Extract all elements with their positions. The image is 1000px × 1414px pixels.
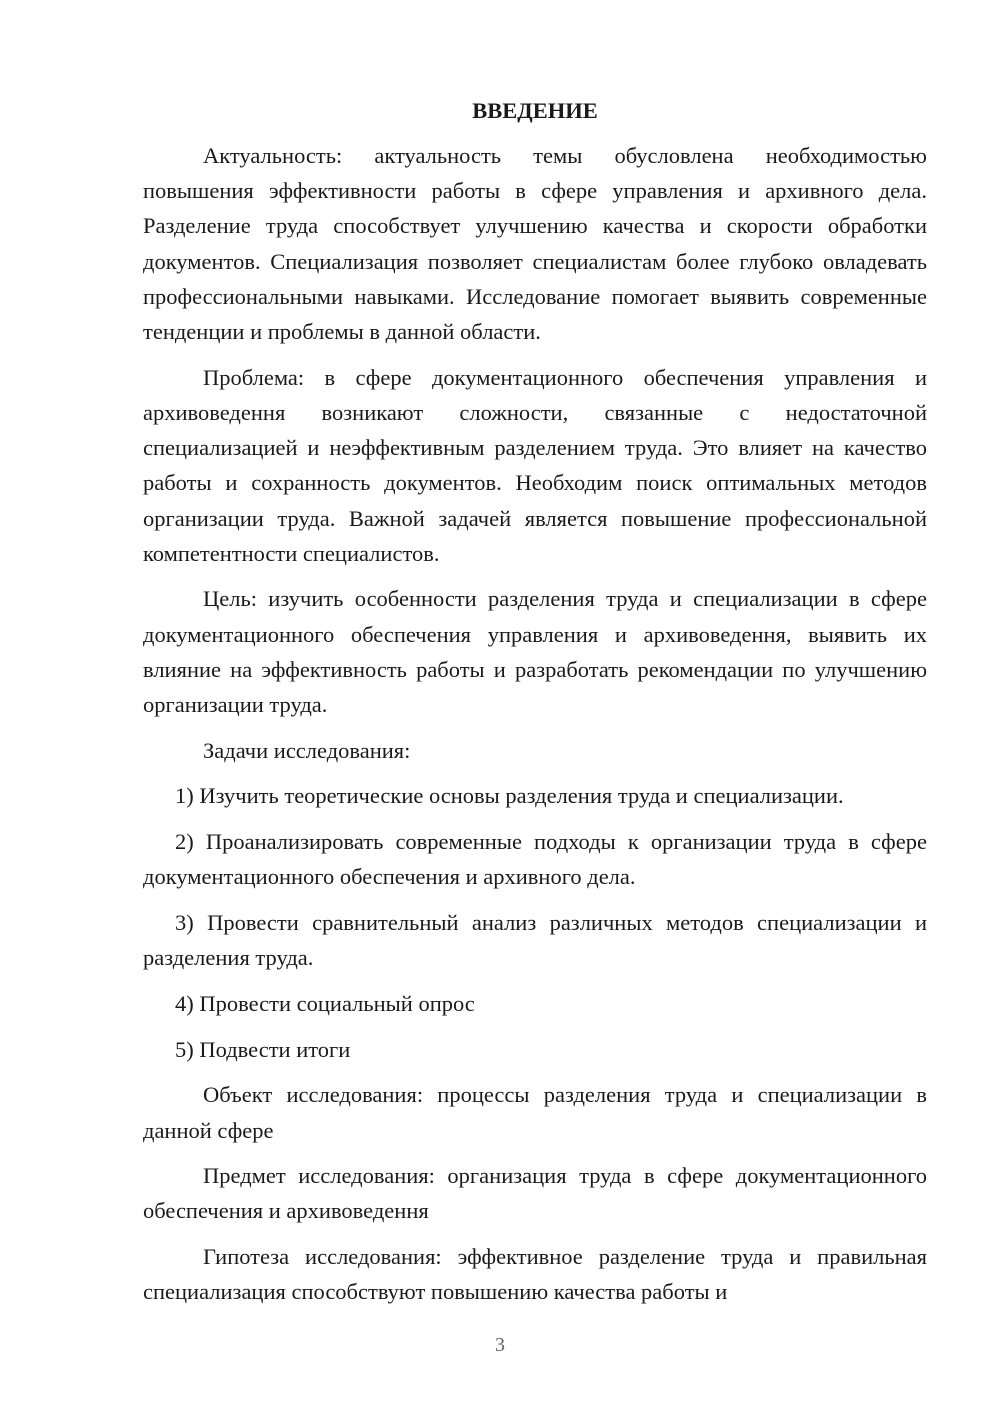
paragraph-tasks-heading: Задачи исследования:: [203, 737, 411, 763]
paragraph-goal: Цель: изучить особенности разделения труда и специализации в сфере документационного обеспечения управления и архивоведення, выявить их влияние на эффективность работы и разработать рекомендации по улучшению организации труда.: [143, 586, 927, 718]
task-item-1: 1) Изучить теоретические основы разделения труда и специализации.: [175, 783, 844, 809]
page-title: ВВЕДЕНИЕ: [472, 98, 598, 123]
document-page: [143, 94, 927, 1320]
task-item-2: 2) Проанализировать современные подходы к организации труда в сфере документационного обеспечения и архивного дела.: [143, 829, 927, 890]
task-item-4: 4) Провести социальный опрос: [175, 990, 475, 1016]
task-item-3: 3) Провести сравнительный анализ различных методов специализации и разделения труда.: [143, 910, 927, 971]
paragraph-subject: Предмет исследования: организация труда в сфере документационного обеспечения и архивоведення: [143, 1163, 927, 1224]
task-item-5: 5) Подвести итоги: [175, 1036, 351, 1062]
paragraph-object: Объект исследования: процессы разделения труда и специализации в данной сфере: [143, 1082, 927, 1143]
paragraph-relevance: Актуальность: актуальность темы обусловлена необходимостью повышения эффективности работы в сфере управления и архивного дела. Разделение труда способствует улучшению качества и скорости обработки документов. Специализация позволяет специалистам более глубоко овладевать профессиональными навыками. Исследование помогает выявить современные тенденции и проблемы в данной области.: [143, 143, 927, 345]
paragraph-problem: Проблема: в сфере документационного обеспечения управления и архивоведення возникают сложности, связанные с недостаточной специализацией и неэффективным разделением труда. Это влияет на качество работы и сохранность документов. Необходим поиск оптимальных методов организации труда. Важной задачей является повышение профессиональной компетентности специалистов.: [143, 364, 927, 566]
page-number: 3: [495, 1334, 505, 1356]
paragraph-hypothesis: Гипотеза исследования: эффективное разделение труда и правильная специализация способствуют повышению качества работы и: [143, 1244, 927, 1305]
